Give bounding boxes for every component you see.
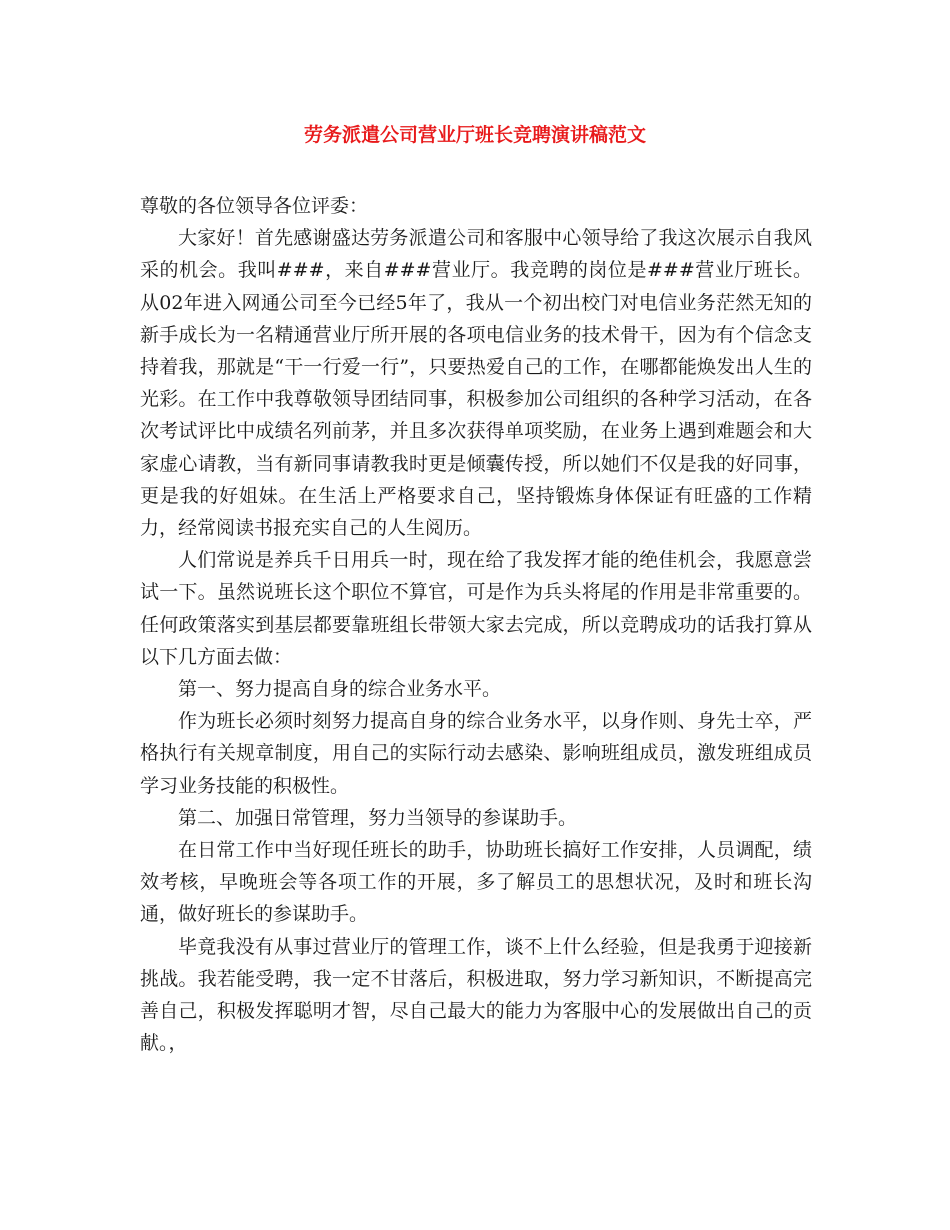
document-title: 劳务派遣公司营业厅班长竞聘演讲稿范文 [303,124,646,146]
document-body [140,190,812,1059]
paragraph-motivation: 人们常说是养兵千日用兵一时，现在给了我发挥才能的绝佳机会，我愿意尝试一下。虽然说班长这个职位不算官，可是作为兵头将尾的作用是非常重要的。任何政策落实到基层都要靠班组长带领大家去完成，所以竞聘成功的话我打算从以下几方面去做： [140,549,812,668]
paragraph-greeting-intro: 大家好！首先感谢盛达劳务派遣公司和客服中心领导给了我这次展示自我风采的机会。我叫###，来自###营业厅。我竞聘的岗位是###营业厅班长。从02年进入网通公司至今已经5年了，我从一个初出校门对电信业务茫然无知的新手成长为一名精通营业厅所开展的各项电信业务的技术骨干，因为有个信念支持着我，那就是“干一行爱一行”，只要热爱自己的工作，在哪都能焕发出人生的光彩。在工作中我尊敬领导团结同事，积极参加公司组织的各种学习活动，在各次考试评比中成绩名列前茅，并且多次获得单项奖励，在业务上遇到难题会和大家虚心请教，当有新同事请教我时更是倾囊传授，所以她们不仅是我的好同事，更是我的好姐妹。在生活上严格要求自己，坚持锻炼身体保证有旺盛的工作精力，经常阅读书报充实自己的人生阅历。 [140,227,812,540]
paragraph-heading-second: 第二、加强日常管理，努力当领导的参谋助手。 [178,806,578,829]
paragraph-heading-first: 第一、努力提高自身的综合业务水平。 [178,678,502,701]
salutation: 尊敬的各位领导各位评委： [140,195,369,217]
paragraph-second-detail: 在日常工作中当好现任班长的助手，协助班长搞好工作安排，人员调配，绩效考核，早晚班会等各项工作的开展，多了解员工的思想状况，及时和班长沟通，做好班长的参谋助手。 [140,839,812,926]
paragraph-conclusion: 毕竟我没有从事过营业厅的管理工作，谈不上什么经验，但是我勇于迎接新挑战。我若能受聘，我一定不甘落后，积极进取，努力学习新知识，不断提高完善自己，积极发挥聪明才智，尽自己最大的能力为客服中心的发展做出自己的贡献。， [140,935,812,1055]
paragraph-first-detail: 作为班长必须时刻努力提高自身的综合业务水平，以身作则、身先士卒，严格执行有关规章制度，用自己的实际行动去感染、影响班组成员，激发班组成员学习业务技能的积极性。 [140,710,812,797]
